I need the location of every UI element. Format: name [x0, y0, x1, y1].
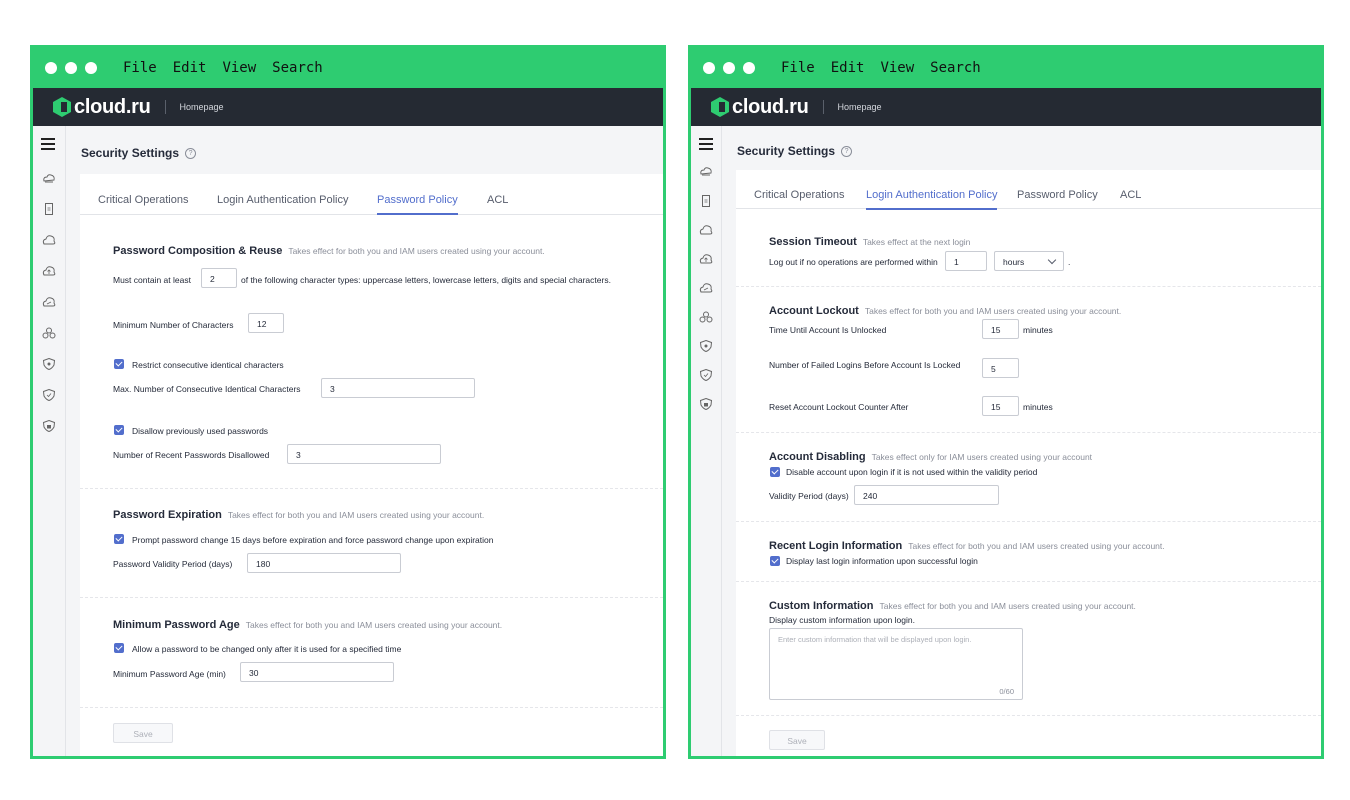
character-types-description: of the following character types: uppercase letters, lowercase letters, digits and special characters.: [241, 275, 611, 285]
recent-disallowed-label: Number of Recent Passwords Disallowed: [113, 450, 270, 460]
save-button[interactable]: Save: [113, 723, 173, 743]
time-unit-value: hours: [1003, 257, 1025, 267]
homepage-link[interactable]: Homepage: [837, 102, 882, 112]
title-bar: [691, 48, 1321, 88]
section-title: Recent Login Information: [769, 540, 903, 552]
window-maximize-dot[interactable]: [743, 62, 755, 74]
page-title: Security Settings ?: [737, 144, 852, 158]
section-divider: [736, 715, 1321, 716]
validity-period-input[interactable]: 180: [247, 553, 401, 573]
page-title: Security Settings ?: [81, 146, 196, 160]
section-title: Account Disabling: [769, 451, 866, 463]
min-age-label: Minimum Password Age (min): [113, 669, 226, 679]
disabling-validity-label: Validity Period (days): [769, 491, 849, 501]
menu-edit[interactable]: Edit: [172, 60, 207, 76]
section-title: Password Expiration: [113, 509, 222, 521]
section-account-disabling: [769, 447, 1092, 465]
section-recent-login: [769, 536, 1165, 554]
display-last-login-label: Display last login information upon successful login: [786, 556, 978, 566]
document-icon[interactable]: [42, 203, 56, 215]
tab-bar: [80, 174, 663, 215]
logo-text: cloud.ru: [74, 95, 151, 118]
allow-change-after-label: Allow a password to be changed only after it is used for a specified time: [132, 644, 402, 654]
shield-icon[interactable]: [699, 340, 713, 352]
section-password-expiration: [113, 505, 484, 523]
cluster-icon[interactable]: [699, 311, 713, 323]
section-hint: Takes effect for both you and IAM users created using your account.: [864, 306, 1122, 316]
validity-period-label: Password Validity Period (days): [113, 559, 233, 569]
cloud-arrow-icon[interactable]: [699, 282, 713, 294]
display-last-login-checkbox[interactable]: [770, 556, 780, 566]
section-hint: Takes effect for both you and IAM users created using your account.: [879, 601, 1136, 611]
logo-hex-icon: [53, 97, 71, 117]
tab-login-authentication-policy[interactable]: Login Authentication Policy: [217, 194, 349, 206]
min-chars-label: Minimum Number of Characters: [113, 320, 234, 330]
logo[interactable]: [53, 96, 151, 119]
main-content: [722, 126, 1321, 756]
tab-password-policy[interactable]: Password Policy: [377, 194, 458, 206]
section-hint: Takes effect for both you and IAM users created using your account.: [227, 510, 485, 520]
section-password-composition: [113, 241, 545, 259]
tab-critical-operations[interactable]: Critical Operations: [98, 194, 189, 206]
menu-file[interactable]: File: [123, 60, 157, 76]
shield-check-icon[interactable]: [699, 369, 713, 381]
prompt-change-checkbox[interactable]: [114, 534, 124, 544]
cluster-icon[interactable]: [42, 327, 56, 339]
cloud-upload-icon[interactable]: [42, 265, 56, 277]
character-types-input[interactable]: 2: [201, 268, 237, 288]
unlock-time-input[interactable]: 15: [982, 319, 1019, 339]
hamburger-menu-icon[interactable]: [699, 138, 713, 153]
main-content: [66, 126, 663, 756]
menu-bar: [123, 60, 339, 76]
menu-view[interactable]: View: [880, 60, 915, 76]
reset-counter-label: Reset Account Lockout Counter After: [769, 402, 909, 412]
homepage-link[interactable]: Homepage: [179, 102, 224, 112]
unlock-time-label: Time Until Account Is Unlocked: [769, 325, 887, 335]
tab-acl[interactable]: ACL: [487, 194, 509, 206]
section-hint: Takes effect for both you and IAM users created using your account.: [245, 620, 503, 630]
sidebar: [691, 126, 722, 756]
section-custom-information: [769, 596, 1136, 614]
window-password-policy: [30, 45, 666, 759]
help-icon[interactable]: ?: [841, 146, 852, 157]
window-maximize-dot[interactable]: [85, 62, 97, 74]
window-login-authentication-policy: [688, 45, 1324, 759]
tab-login-authentication-policy[interactable]: Login Authentication Policy: [866, 189, 998, 201]
logout-label: Log out if no operations are performed within: [769, 257, 938, 267]
section-title: Minimum Password Age: [113, 619, 240, 631]
section-hint: Takes effect only for IAM users created using your account: [871, 452, 1093, 462]
document-icon[interactable]: [699, 195, 713, 207]
section-hint: Takes effect for both you and IAM users created using your account.: [908, 541, 1165, 551]
allow-change-after-checkbox[interactable]: [114, 643, 124, 653]
section-hint: Takes effect at the next login: [862, 237, 971, 247]
title-bar: [33, 48, 663, 88]
cloud-arrow-icon[interactable]: [42, 296, 56, 308]
hamburger-menu-icon[interactable]: [41, 138, 55, 153]
cloud-icon[interactable]: [699, 224, 713, 236]
recent-disallowed-input[interactable]: 3: [287, 444, 441, 464]
reset-counter-unit: minutes: [1023, 402, 1053, 412]
cloud-server-icon[interactable]: [42, 173, 56, 185]
disabling-validity-input[interactable]: 240: [854, 485, 999, 505]
shield-lock-icon[interactable]: [42, 420, 56, 432]
help-icon[interactable]: ?: [185, 148, 196, 159]
window-close-dot[interactable]: [45, 62, 57, 74]
header-divider: [823, 100, 824, 114]
section-divider: [736, 521, 1321, 522]
time-unit-select[interactable]: [994, 251, 1064, 271]
custom-info-label: Display custom information upon login.: [769, 615, 915, 625]
section-hint: Takes effect for both you and IAM users created using your account.: [288, 246, 545, 256]
disable-account-label: Disable account upon login if it is not used within the validity period: [786, 467, 1038, 477]
session-timeout-input[interactable]: 1: [945, 251, 987, 271]
sentence-period: .: [1068, 257, 1071, 267]
min-age-input[interactable]: 30: [240, 662, 394, 682]
section-title: Session Timeout: [769, 236, 857, 248]
section-title: Custom Information: [769, 600, 874, 612]
disable-account-checkbox[interactable]: [770, 467, 780, 477]
must-contain-label: Must contain at least: [113, 275, 191, 285]
cloud-icon[interactable]: [42, 234, 56, 246]
menu-edit[interactable]: Edit: [830, 60, 865, 76]
console-header: [691, 88, 1321, 126]
logo[interactable]: [711, 96, 809, 119]
menu-search[interactable]: Search: [930, 60, 981, 76]
textarea-placeholder: Enter custom information that will be displayed upon login.: [778, 635, 972, 644]
section-divider: [80, 597, 663, 598]
section-divider: [80, 707, 663, 708]
logo-text: cloud.ru: [732, 95, 809, 118]
window-minimize-dot[interactable]: [65, 62, 77, 74]
sidebar: [33, 126, 66, 756]
section-divider: [736, 286, 1321, 287]
tab-acl[interactable]: ACL: [1120, 189, 1142, 201]
window-close-dot[interactable]: [703, 62, 715, 74]
tab-bar: [736, 170, 1321, 209]
min-chars-input[interactable]: 12: [248, 313, 284, 333]
shield-lock-icon[interactable]: [699, 398, 713, 410]
tab-password-policy[interactable]: Password Policy: [1017, 189, 1098, 201]
section-title: Password Composition & Reuse: [113, 245, 283, 257]
shield-check-icon[interactable]: [42, 389, 56, 401]
section-session-timeout: [769, 232, 970, 250]
cloud-upload-icon[interactable]: [699, 253, 713, 265]
max-consecutive-input[interactable]: 3: [321, 378, 475, 398]
section-divider: [736, 581, 1321, 582]
menu-bar: [781, 60, 997, 76]
unlock-time-unit: minutes: [1023, 325, 1053, 335]
prompt-change-label: Prompt password change 15 days before expiration and force password change upon expiration: [132, 535, 494, 545]
header-divider: [165, 100, 166, 114]
failed-logins-label: Number of Failed Logins Before Account Is Locked: [769, 360, 961, 370]
chevron-down-icon: [1048, 256, 1056, 264]
settings-card: [80, 174, 663, 756]
section-minimum-password-age: [113, 615, 502, 633]
section-title: Account Lockout: [769, 305, 859, 317]
menu-search[interactable]: Search: [272, 60, 323, 76]
disallow-previous-checkbox[interactable]: [114, 425, 124, 435]
menu-file[interactable]: File: [781, 60, 815, 76]
section-divider: [80, 488, 663, 489]
settings-card: [736, 170, 1321, 756]
section-account-lockout: [769, 301, 1121, 319]
shield-icon[interactable]: [42, 358, 56, 370]
restrict-consecutive-checkbox[interactable]: [114, 359, 124, 369]
section-divider: [736, 432, 1321, 433]
cloud-server-icon[interactable]: [699, 166, 713, 178]
window-minimize-dot[interactable]: [723, 62, 735, 74]
character-counter: 0/60: [999, 687, 1014, 696]
tab-critical-operations[interactable]: Critical Operations: [754, 189, 845, 201]
restrict-consecutive-label: Restrict consecutive identical characters: [132, 360, 284, 370]
custom-info-textarea[interactable]: [769, 628, 1023, 700]
max-consecutive-label: Max. Number of Consecutive Identical Characters: [113, 384, 301, 394]
logo-hex-icon: [711, 97, 729, 117]
disallow-previous-label: Disallow previously used passwords: [132, 426, 269, 436]
reset-counter-input[interactable]: 15: [982, 396, 1019, 416]
failed-logins-input[interactable]: 5: [982, 358, 1019, 378]
console-header: [33, 88, 663, 126]
save-button[interactable]: Save: [769, 730, 825, 750]
menu-view[interactable]: View: [222, 60, 257, 76]
